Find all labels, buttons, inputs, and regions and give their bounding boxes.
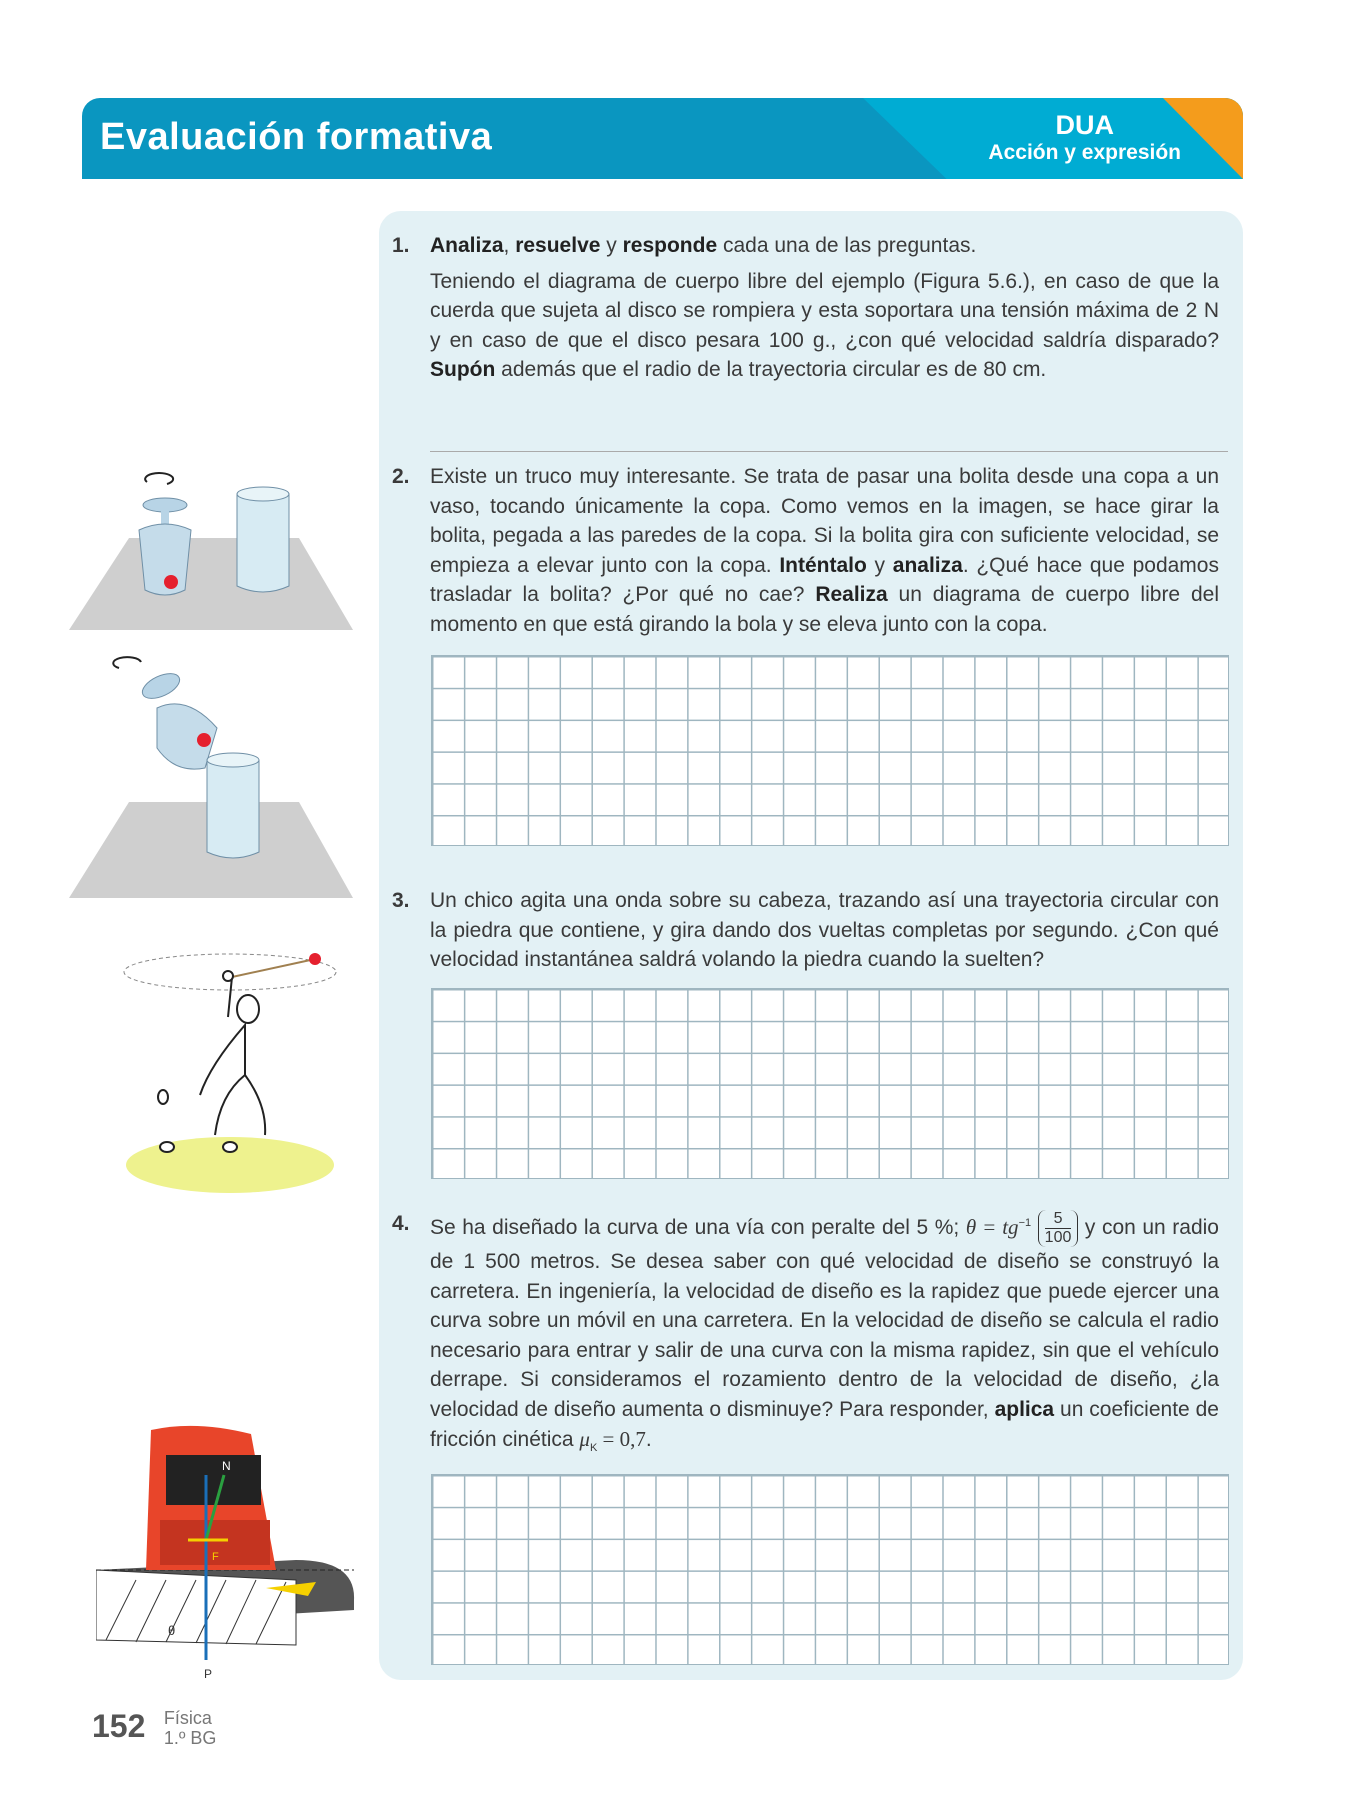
section-header xyxy=(82,98,1243,179)
glass-trick-figure-1 xyxy=(69,470,354,635)
text: Se ha diseñado la curva de una vía con peralte del 5 %; xyxy=(430,1216,966,1239)
question-body: Teniendo el diagrama de cuerpo libre del ejemplo (Figura 5.6.), en caso de que la cuerda que sujeta al disco se rompiera y esta soportara una tensión máxima de 2 N y en caso de que el disco pesara 100 g., ¿con qué velocidad saldría disparado? xyxy=(430,269,1219,352)
subject: Física xyxy=(163,1708,212,1728)
mu-subscript: K xyxy=(589,1441,598,1454)
mu-value: = 0,7 xyxy=(597,1426,646,1451)
bold-verb: Supón xyxy=(430,358,496,382)
text: . xyxy=(645,1427,652,1451)
bold-verb: Realiza xyxy=(815,583,888,607)
question-body: Un chico agita una onda sobre su cabeza, trazando así una trayectoria circular con la piedra que contiene, y gira dando dos vueltas completas por segundo. ¿Con qué velocidad instantánea saldrá volando la piedra cuando la suelten? xyxy=(430,889,1219,972)
text: un diagrama de cuerpo libre del momento en que está girando la bola y se eleva junto con la copa. xyxy=(430,583,1219,636)
text: y con un radio de 1 500 metros. Se desea saber con qué velocidad de diseño se construyó la carretera. En ingeniería, la velocidad de diseño es la rapidez que puede ejercer una curva sobre un móvil en una carretera. En la velocidad de diseño se calcula el radio necesario para entrar y salir de una curva con la misma rapidez, sin que el vehículo derrape. Si consideramos el rozamiento dentro de la velocidad de diseño, ¿la velocidad de diseño aumenta o disminuye? Para responder, xyxy=(430,1216,1219,1421)
bold-verb: responde xyxy=(622,234,718,257)
bold-verb: Analiza xyxy=(430,234,504,257)
answer-grid-3[interactable] xyxy=(431,988,1229,1179)
fraction-denominator: 100 xyxy=(1044,1228,1072,1246)
dua-badge xyxy=(988,110,1181,165)
truck-banked-curve-figure xyxy=(96,1420,356,1690)
angle-label: θ xyxy=(168,1623,176,1638)
fraction-numerator: 5 xyxy=(1045,1210,1072,1229)
question-2 xyxy=(379,462,1219,640)
bold-verb: Inténtalo xyxy=(779,553,867,577)
text: . ¿Qué hace que podamos trasladar la bolita? ¿Por qué no cae? xyxy=(430,553,1219,607)
text: cada una de las preguntas. xyxy=(717,234,977,257)
grade: 1.º BG xyxy=(163,1728,217,1748)
dua-title: DUA xyxy=(1055,110,1114,140)
exercise-panel xyxy=(379,211,1243,1680)
formula-fraction xyxy=(1038,1210,1079,1247)
dua-subtitle: Acción y expresión xyxy=(988,141,1181,164)
question-number: 1. xyxy=(392,234,410,257)
question-3 xyxy=(379,886,1219,975)
text: además que el radio de la trayectoria circular es de 80 cm. xyxy=(495,358,1047,382)
question-4 xyxy=(379,1209,1219,1463)
question-number: 3. xyxy=(392,889,410,912)
text: y xyxy=(600,234,623,257)
normal-force-label: N xyxy=(222,1459,231,1473)
text: Existe un truco muy interesante. Se trata de pasar una bolita desde una copa a un vaso, tocando únicamente la copa. Como vemos en la imagen, se hace girar la bolita, pegada a las paredes de la copa. Si la bolita gira con suficiente velocidad, se empieza a elevar junto con la copa. xyxy=(430,465,1219,577)
text: y xyxy=(866,553,893,577)
bold-verb: resuelve xyxy=(515,234,601,257)
formula-exponent: −1 xyxy=(1018,1217,1032,1229)
bold-verb: aplica xyxy=(994,1397,1055,1421)
answer-grid-2[interactable] xyxy=(431,655,1229,846)
sling-boy-figure xyxy=(100,945,350,1195)
friction-force-label: F xyxy=(212,1551,219,1563)
page-title: Evaluación formativa xyxy=(100,116,493,158)
formula-lhs: θ = tg xyxy=(965,1215,1019,1239)
glass-trick-figure-2 xyxy=(69,650,354,900)
question-number: 4. xyxy=(392,1212,410,1235)
answer-grid-4[interactable] xyxy=(431,1474,1229,1665)
weight-force-label: P xyxy=(204,1667,213,1681)
answer-line[interactable] xyxy=(430,451,1228,452)
text: , xyxy=(503,234,516,257)
page-number: 152 xyxy=(92,1708,146,1744)
page-footer xyxy=(92,1708,216,1748)
question-1 xyxy=(379,231,1219,385)
text: un coeficiente de fricción cinética xyxy=(430,1397,1219,1451)
question-number: 2. xyxy=(392,465,410,488)
mu-symbol: μ xyxy=(579,1426,590,1451)
bold-verb: analiza xyxy=(892,553,963,577)
